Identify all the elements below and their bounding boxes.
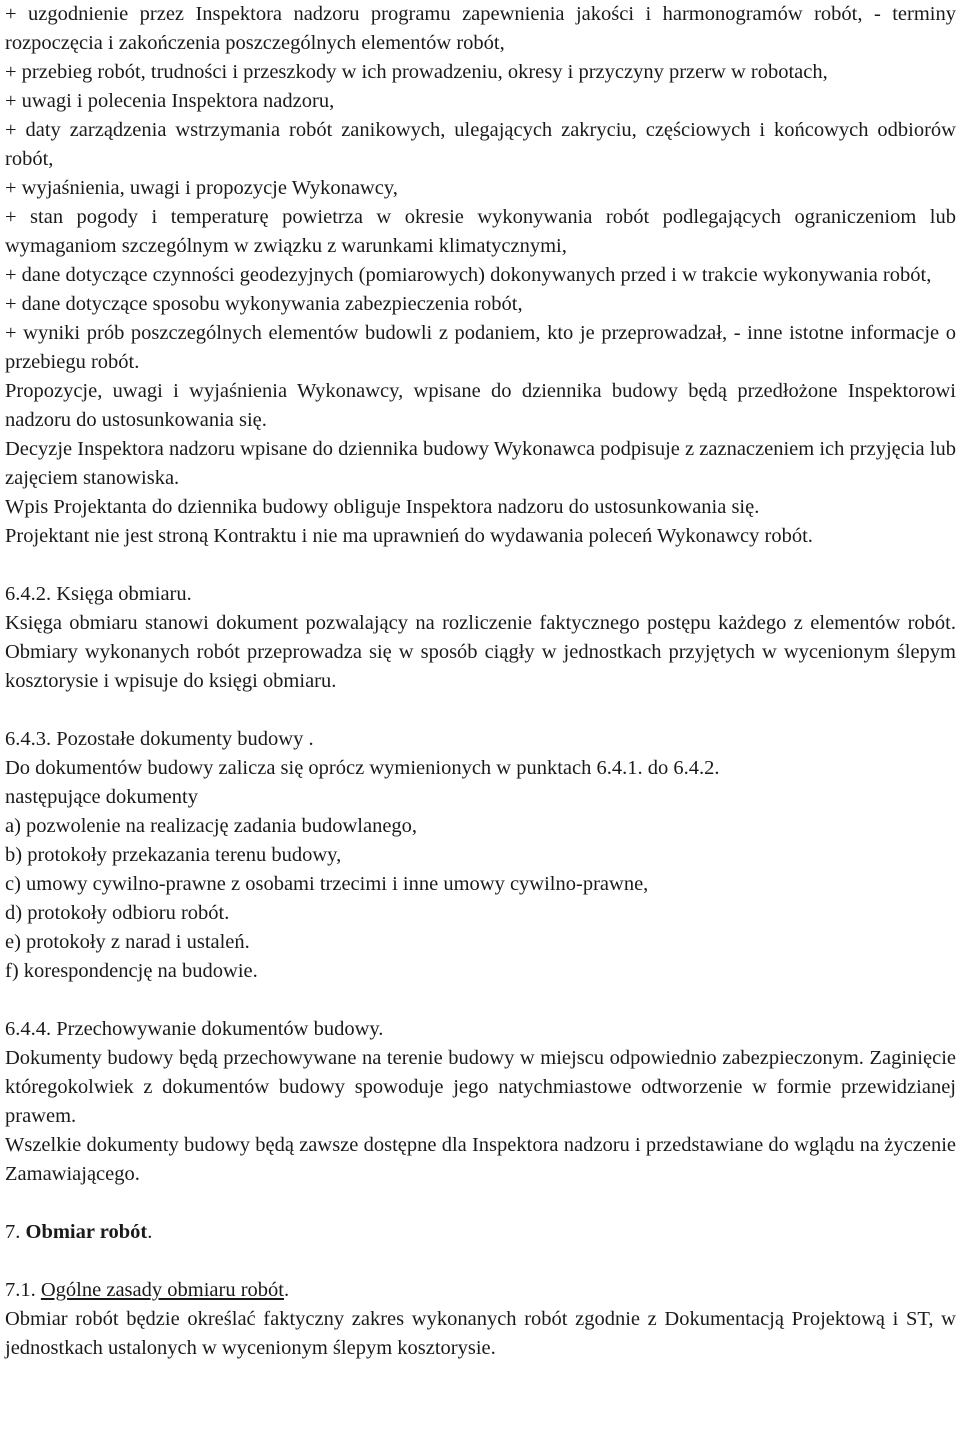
spacer [5, 1247, 956, 1276]
section-heading [5, 1276, 956, 1305]
paragraph: Wpis Projektanta do dziennika budowy obliguje Inspektora nadzoru do ustosunkowania się. [5, 496, 760, 518]
paragraph: Dokumenty budowy będą przechowywane na terenie budowy w miejscu odpowiednio zabezpieczonym. Zaginięcie któregokolwiek z dokumentów budowy spowoduje jego natychmiastowe odtworzenie w formie przewidzianej prawem. [5, 1047, 956, 1127]
chapter-title: Obmiar robót [25, 1221, 148, 1243]
chapter-number: 7. [5, 1221, 21, 1243]
document-page [5, 0, 956, 1363]
list-item: e) protokoły z narad i ustaleń. [5, 931, 250, 953]
spacer [5, 696, 956, 725]
section-7 [5, 1218, 956, 1247]
list-item: b) protokoły przekazania terenu budowy, [5, 844, 342, 866]
section-title-period: . [283, 1279, 290, 1301]
section-title: Ogólne zasady obmiaru robót [40, 1279, 284, 1301]
paragraph: następujące dokumenty [5, 786, 198, 808]
paragraph: Decyzje Inspektora nadzoru wpisane do dziennika budowy Wykonawca podpisuje z zaznaczeniem ich przyjęcia lub zajęciem stanowiska. [5, 438, 956, 489]
section-6-4-2 [5, 580, 956, 696]
section-number: 7.1. [5, 1279, 36, 1301]
diary-entry-item: + uzgodnienie przez Inspektora nadzoru programu zapewnienia jakości i harmonogramów robót, - terminy rozpoczęcia i zakończenia poszczególnych elementów robót, [5, 3, 956, 54]
chapter-heading [5, 1218, 956, 1247]
list-item: f) korespondencję na budowie. [5, 960, 258, 982]
diary-entry-item: + uwagi i polecenia Inspektora nadzoru, [5, 90, 335, 112]
diary-entry-item: + daty zarządzenia wstrzymania robót zanikowych, ulegających zakryciu, częściowych i końcowych odbiorów robót, [5, 119, 956, 170]
section-7-1 [5, 1276, 956, 1363]
list-item: a) pozwolenie na realizację zadania budowlanego, [5, 815, 418, 837]
list-item: c) umowy cywilno-prawne z osobami trzecimi i inne umowy cywilno-prawne, [5, 873, 649, 895]
spacer [5, 551, 956, 580]
diary-entry-item: + przebieg robót, trudności i przeszkody w ich prowadzeniu, okresy i przyczyny przerw w robotach, [5, 61, 828, 83]
diary-entry-item: + dane dotyczące czynności geodezyjnych (pomiarowych) dokonywanych przed i w trakcie wykonywania robót, [5, 264, 932, 286]
diary-entry-item: + dane dotyczące sposobu wykonywania zabezpieczenia robót, [5, 293, 523, 315]
section-heading: 6.4.4. Przechowywanie dokumentów budowy. [5, 1018, 384, 1040]
paragraph: Wszelkie dokumenty budowy będą zawsze dostępne dla Inspektora nadzoru i przedstawiane do wglądu na życzenie Zamawiającego. [5, 1134, 956, 1185]
paragraph: Obmiar robót będzie określać faktyczny zakres wykonanych robót zgodnie z Dokumentacją Projektową i ST, w jednostkach ustalonych w wycenionym ślepym kosztorysie. [5, 1308, 956, 1359]
section-heading: 6.4.3. Pozostałe dokumenty budowy . [5, 728, 314, 750]
diary-entry-item: + stan pogody i temperaturę powietrza w okresie wykonywania robót podlegających ograniczeniom lub wymaganiom szczególnym w związku z warunkami klimatycznymi, [5, 206, 956, 257]
paragraph: Projektant nie jest stroną Kontraktu i nie ma uprawnień do wydawania poleceń Wykonawcy robót. [5, 525, 813, 547]
paragraph: Propozycje, uwagi i wyjaśnienia Wykonawcy, wpisane do dziennika budowy będą przedłożone Inspektorowi nadzoru do ustosunkowania się. [5, 380, 956, 431]
section-heading: 6.4.2. Księga obmiaru. [5, 583, 192, 605]
paragraph: Księga obmiaru stanowi dokument pozwalający na rozliczenie faktycznego postępu każdego z elementów robót. Obmiary wykonanych robót przeprowadza się w sposób ciągły w jednostkach przyjętych w wycenionym ślepym kosztorysie i wpisuje do księgi obmiaru. [5, 612, 956, 692]
section-6-4-4 [5, 1015, 956, 1189]
diary-entry-item: + wyniki prób poszczególnych elementów budowli z podaniem, kto je przeprowadzał, - inne istotne informacje o przebiegu robót. [5, 322, 956, 373]
diary-entry-item: + wyjaśnienia, uwagi i propozycje Wykonawcy, [5, 177, 398, 199]
diary-entries-block [5, 0, 956, 551]
spacer [5, 1189, 956, 1218]
section-6-4-3 [5, 725, 956, 986]
chapter-title-period: . [147, 1221, 153, 1243]
list-item: d) protokoły odbioru robót. [5, 902, 230, 924]
spacer [5, 986, 956, 1015]
paragraph: Do dokumentów budowy zalicza się oprócz wymienionych w punktach 6.4.1. do 6.4.2. [5, 757, 720, 779]
